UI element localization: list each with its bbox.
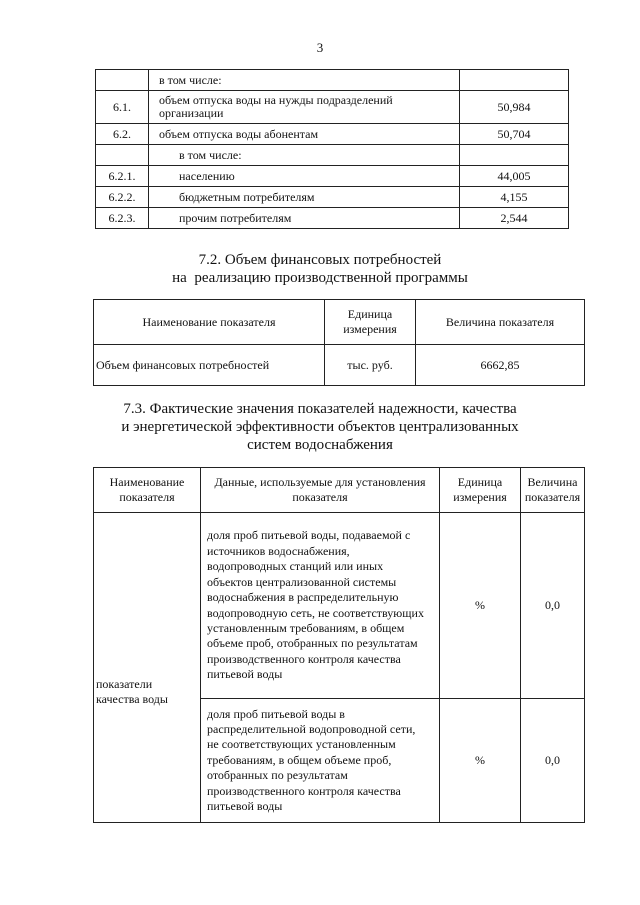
row-unit: % <box>440 513 521 699</box>
financial-needs-table <box>93 299 585 386</box>
description-line: водоснабжения в распределительную <box>207 590 399 605</box>
header-line: показателя <box>292 490 348 504</box>
description-line: питьевой воды <box>207 799 283 814</box>
row-number: 6.2. <box>96 124 149 145</box>
table-header-row <box>94 468 585 513</box>
description-line: производственного контроля качества <box>207 783 401 798</box>
row-text: населению <box>149 166 460 187</box>
table-row <box>96 124 569 145</box>
row-text: прочим потребителям <box>149 208 460 229</box>
description-line: водопроводных станций или иных <box>207 559 384 574</box>
heading-line: систем водоснабжения <box>247 437 393 453</box>
header-line: измерения <box>453 490 507 504</box>
header-unit-line: Единица <box>347 307 393 321</box>
row-description <box>201 513 440 699</box>
reliability-indicators-table <box>93 467 585 823</box>
table-header-row <box>94 300 585 345</box>
header-data <box>201 468 440 513</box>
table-row <box>96 208 569 229</box>
row-value: 50,704 <box>460 124 569 145</box>
header-line: показателя <box>119 490 175 504</box>
header-line: Единица <box>457 475 503 489</box>
row-value: 0,0 <box>521 699 585 823</box>
row-number: 6.1. <box>96 91 149 124</box>
row-unit: % <box>440 699 521 823</box>
header-name: Наименование показателя <box>94 300 325 345</box>
row-text: объем отпуска воды на нужды подразделений организации <box>149 91 460 124</box>
description-line: отобранных по результатам <box>207 768 348 783</box>
heading-line: 7.2. Объем финансовых потребностей <box>198 252 442 268</box>
group-label-line: качества воды <box>96 692 168 706</box>
header-line: Величина <box>527 475 578 489</box>
row-number: 6.2.1. <box>96 166 149 187</box>
page-number: 3 <box>316 40 324 55</box>
row-number <box>96 145 149 166</box>
table-row <box>94 345 585 386</box>
table-row <box>96 166 569 187</box>
description-line: объеме проб, отобранных по результатам <box>207 636 418 651</box>
water-supply-volume-table <box>95 69 569 229</box>
header-value: Величина показателя <box>416 300 585 345</box>
row-description <box>201 699 440 823</box>
header-name <box>94 468 201 513</box>
heading-line: и энергетической эффективности объектов централизованных <box>121 419 519 435</box>
description-line: водопроводную сеть, не соответствующих <box>207 605 424 620</box>
row-value: 44,005 <box>460 166 569 187</box>
table-row <box>96 187 569 208</box>
heading-line: 7.3. Фактические значения показателей надежности, качества <box>123 401 517 417</box>
row-text: в том числе: <box>149 70 460 91</box>
header-line: Наименование <box>109 475 185 489</box>
row-text: в том числе: <box>149 145 460 166</box>
row-value <box>460 145 569 166</box>
row-number: 6.2.3. <box>96 208 149 229</box>
header-unit-line: измерения <box>343 322 397 336</box>
header-line: показателя <box>524 490 581 504</box>
table-row <box>96 145 569 166</box>
row-text: объем отпуска воды абонентам <box>149 124 460 145</box>
row-name: Объем финансовых потребностей <box>94 345 325 386</box>
row-number: 6.2.2. <box>96 187 149 208</box>
description-line: доля проб питьевой воды, подаваемой с <box>207 528 411 543</box>
row-value: 50,984 <box>460 91 569 124</box>
row-value: 4,155 <box>460 187 569 208</box>
header-line: Данные, используемые для установления <box>214 475 426 489</box>
row-text: бюджетным потребителям <box>149 187 460 208</box>
description-line: установленным требованиям, в общем <box>207 620 405 635</box>
description-line: объектов централизованной системы <box>207 574 397 589</box>
header-unit <box>325 300 416 345</box>
description-line: доля проб питьевой воды в <box>207 706 345 721</box>
row-value: 2,544 <box>460 208 569 229</box>
description-line: не соответствующих установленным <box>207 737 396 752</box>
row-unit: тыс. руб. <box>325 345 416 386</box>
row-number <box>96 70 149 91</box>
section-7-3-heading <box>0 400 640 454</box>
group-label <box>94 513 201 823</box>
description-line: производственного контроля качества <box>207 651 401 666</box>
row-value: 6662,85 <box>416 345 585 386</box>
description-line: источников водоснабжения, <box>207 543 350 558</box>
description-line: требованиям, в общем объеме проб, <box>207 752 392 767</box>
table-row <box>94 513 585 699</box>
row-value: 0,0 <box>521 513 585 699</box>
row-value <box>460 70 569 91</box>
table-row <box>96 91 569 124</box>
description-line: питьевой воды <box>207 667 283 682</box>
group-label-line: показатели <box>96 677 153 691</box>
section-7-2-heading <box>0 251 640 287</box>
description-line: распределительной водопроводной сети, <box>207 721 416 736</box>
table-row <box>96 70 569 91</box>
header-value <box>521 468 585 513</box>
header-unit <box>440 468 521 513</box>
heading-line: на реализацию производственной программы <box>172 270 468 286</box>
